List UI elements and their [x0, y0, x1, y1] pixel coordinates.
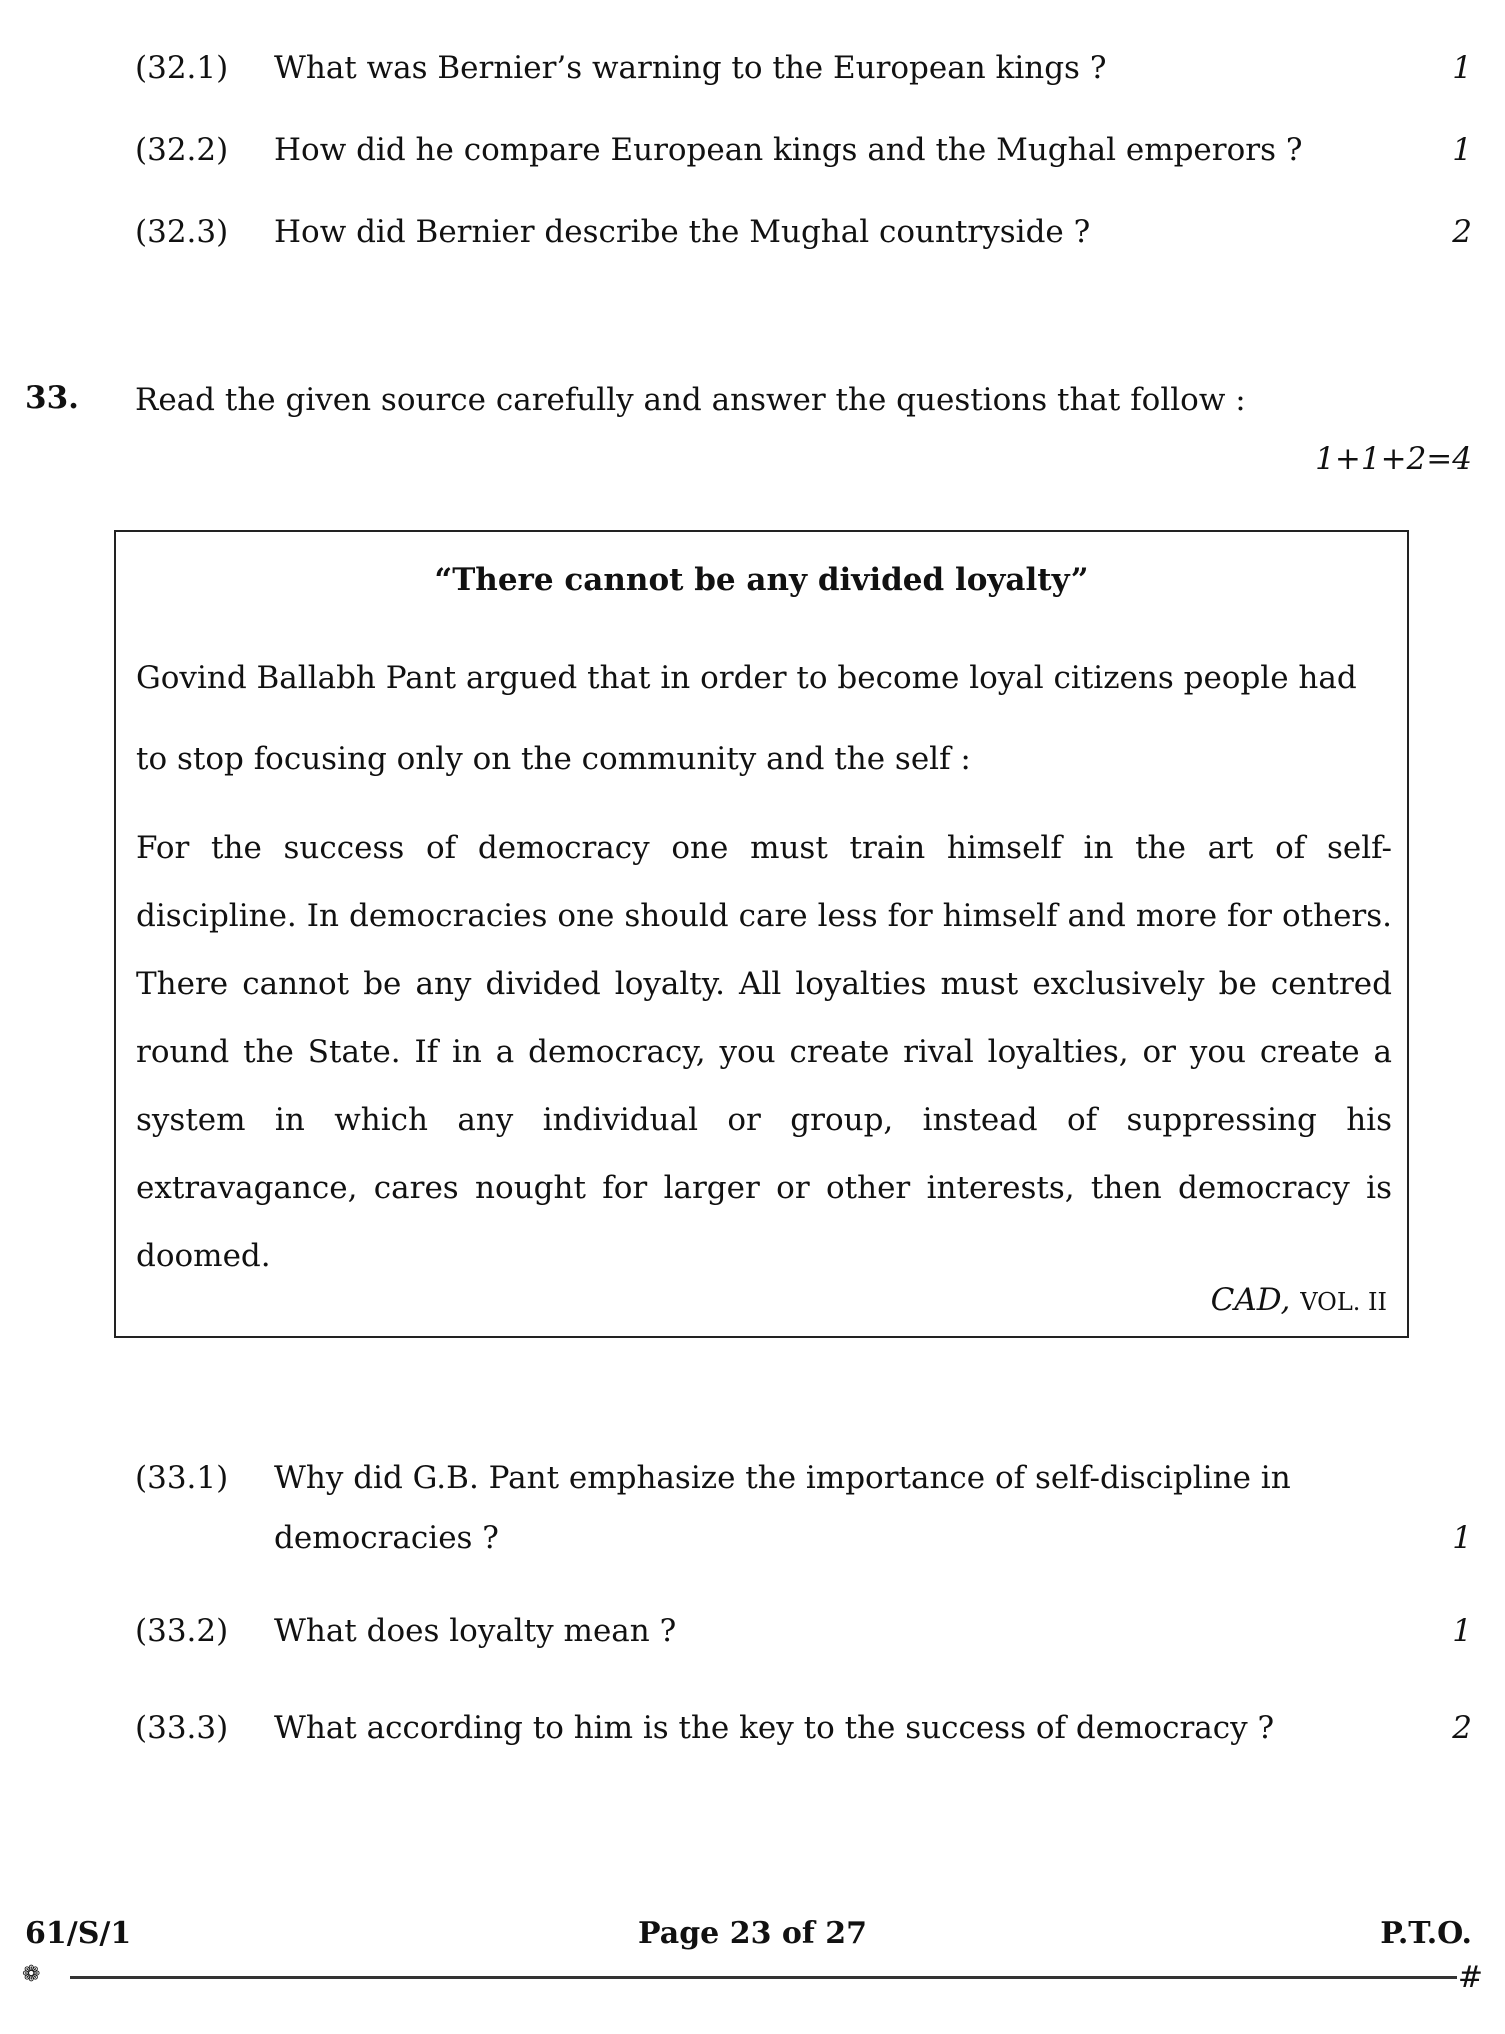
hash-symbol: # [1457, 1960, 1483, 1995]
question-marks: 1+1+2=4 [1315, 441, 1472, 477]
sub-question-text: What according to him is the key to the success of democracy ? [274, 1710, 1275, 1746]
marks: 2 [1452, 214, 1472, 250]
paper-code: 61/S/1 [25, 1916, 132, 1951]
source-box [114, 530, 1409, 1338]
sub-question-text: Why did G.B. Pant emphasize the importance of self-discipline in democracies ? [274, 1460, 1291, 1556]
sub-question-text: How did he compare European kings and the Mughal emperors ? [274, 132, 1303, 168]
marks: 2 [1452, 1710, 1472, 1746]
marks: 1 [1452, 1613, 1472, 1649]
marks: 1 [1452, 132, 1472, 168]
pto-label: P.T.O. [1380, 1916, 1472, 1951]
marks: 1 [1452, 1520, 1472, 1556]
sub-number: (32.3) [135, 214, 229, 250]
sub-number: (32.2) [135, 132, 229, 168]
page-number: Page 23 of 27 [638, 1916, 867, 1951]
source-title: “There cannot be any divided loyalty” [434, 562, 1089, 598]
sub-number: (33.3) [135, 1710, 229, 1746]
flower-icon: ❁ [22, 1962, 41, 1987]
sub-question-text: What was Bernier’s warning to the European kings ? [274, 50, 1107, 86]
footer-divider [70, 1976, 1457, 1979]
source-intro: Govind Ballabh Pant argued that in order to become loyal citizens people had to stop focusing only on the community and the self : [136, 660, 1357, 777]
source-quote: For the success of democracy one must train himself in the art of self-discipline. In democracies one should care less for himself and more for others. There cannot be any divided loyalty. All loyalties must exclusively be centred round the State. If in a democracy, you create rival loyalties, or you create a system in which any individual or group, instead of suppressing his extravagance, cares nought for larger or other interests, then democracy is doomed. [136, 830, 1392, 1274]
source-citation [1211, 1282, 1387, 1318]
sub-question-text: What does loyalty mean ? [274, 1613, 677, 1649]
question-number: 33. [25, 380, 79, 416]
sub-question-text: How did Bernier describe the Mughal countryside ? [274, 214, 1091, 250]
sub-number: (32.1) [135, 50, 229, 86]
question-instruction: Read the given source carefully and answer the questions that follow : [135, 382, 1246, 418]
sub-number: (33.1) [135, 1460, 229, 1496]
citation-volume: VOL. II [1300, 1288, 1387, 1316]
sub-number: (33.2) [135, 1613, 229, 1649]
citation-title: CAD, [1210, 1282, 1291, 1318]
marks: 1 [1452, 50, 1472, 86]
